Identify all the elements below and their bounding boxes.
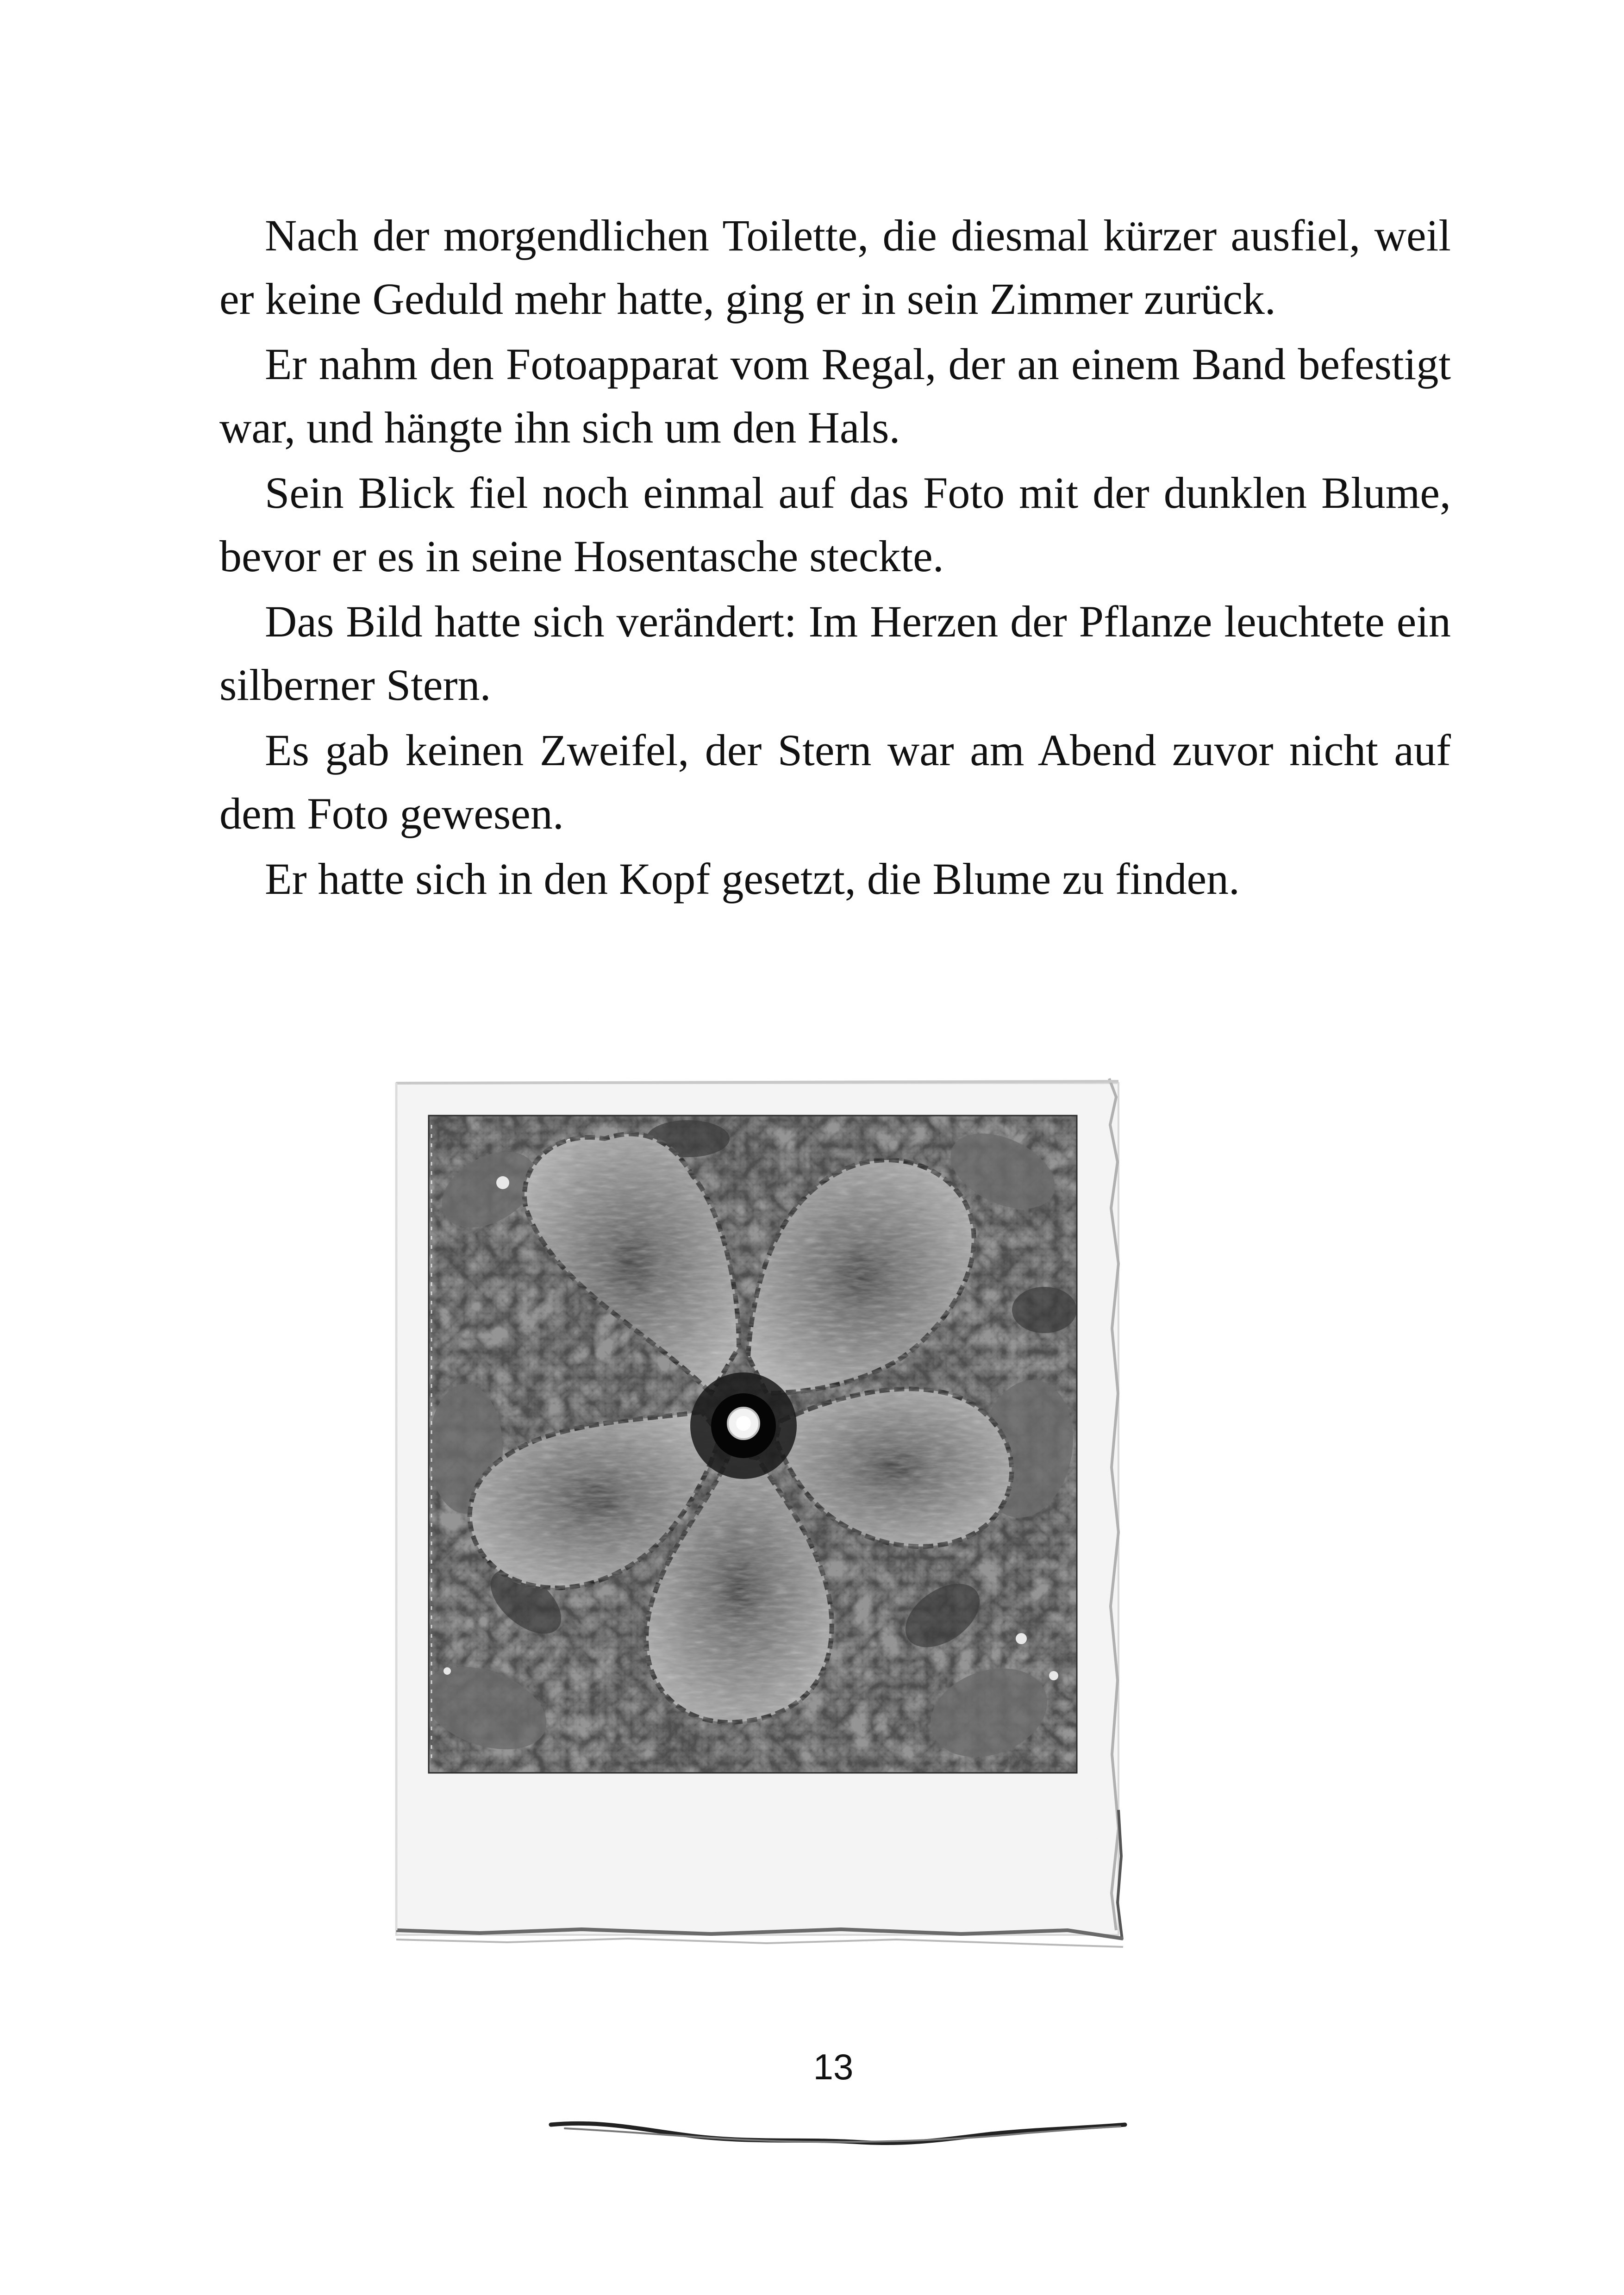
silver-star-icon (728, 1408, 759, 1439)
paragraph-1: Nach der morgendlichen Toilette, die diesmal kürzer ausfiel, weil er keine Geduld mehr hatte, ging er in sein Zimmer zurück. (219, 211, 1451, 324)
flower-photo (411, 1116, 1083, 1773)
paragraph-3: Sein Blick fiel noch einmal auf das Foto mit der dunklen Blume, bevor er es in seine Hosentasche steckte. (219, 468, 1451, 581)
polaroid-illustration (387, 1069, 1151, 1958)
body-text (219, 204, 1451, 912)
paragraph-2: Er nahm den Fotoapparat vom Regal, der an einem Band befestigt war, und hängte ihn sich um den Hals. (219, 339, 1451, 452)
paragraph-4: Das Bild hatte sich verändert: Im Herzen der Pflanze leuchtete ein silberner Stern. (219, 597, 1451, 710)
paragraph-5: Es gab keinen Zweifel, der Stern war am Abend zuvor nicht auf dem Foto gewesen. (219, 725, 1451, 838)
polaroid-photo (387, 1069, 1151, 1958)
decorative-brush-stroke (546, 2111, 1130, 2152)
page-number: 13 (813, 2046, 854, 2087)
paragraph-6: Er hatte sich in den Kopf gesetzt, die Blume zu finden. (265, 854, 1240, 904)
